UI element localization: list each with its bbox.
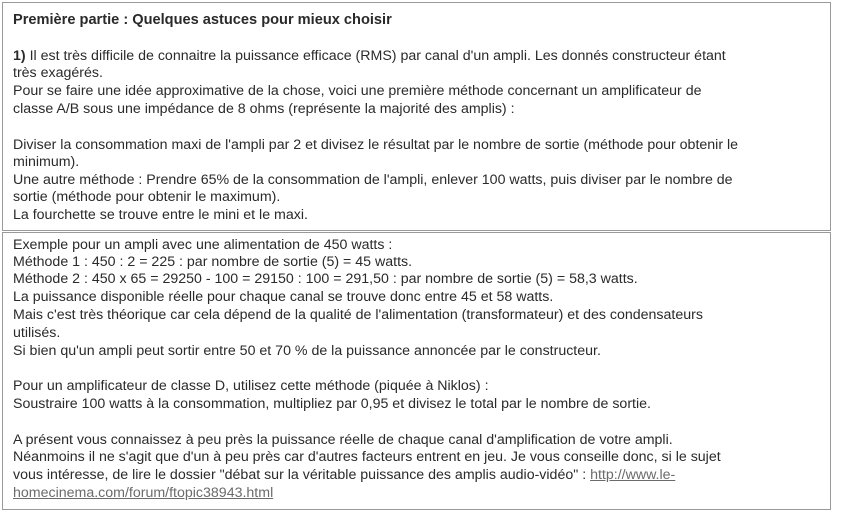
paragraph-line: Si bien qu'un ampli peut sortir entre 50 et 70 % de la puissance annoncée par le constructeur. xyxy=(13,343,601,359)
tips-section-box xyxy=(2,2,831,231)
paragraph-line: Pour se faire une idée approximative de la chose, voici une première méthode concernant un amplificateur de xyxy=(13,83,702,99)
paragraph-line xyxy=(13,485,273,502)
paragraph-line: minimum). xyxy=(13,154,80,170)
section-title: Première partie : Quelques astuces pour mieux choisir xyxy=(13,12,392,28)
example-section-box xyxy=(2,232,831,510)
paragraph-line: Diviser la consommation maxi de l'ampli par 2 et divisez le résultat par le nombre de sortie (méthode pour obtenir le xyxy=(13,137,739,153)
paragraph-line: très exagérés. xyxy=(13,65,103,81)
paragraph-text: Il est très difficile de connaitre la puissance efficace (RMS) par canal d'un ampli. Les donnés constructeur étant xyxy=(25,48,726,64)
paragraph-line: Méthode 2 : 450 x 65 = 29250 - 100 = 29150 : 100 = 291,50 : par nombre de sortie (5) = 58,3 watts. xyxy=(13,271,638,287)
paragraph-line: Une autre méthode : Prendre 65% de la consommation de l'ampli, enlever 100 watts, puis diviser par le nombre de xyxy=(13,172,733,188)
paragraph-line: Pour un amplificateur de classe D, utilisez cette méthode (piquée à Niklos) : xyxy=(13,378,489,394)
paragraph-line: utilisés. xyxy=(13,325,61,341)
paragraph-line xyxy=(13,467,675,484)
paragraph-line: Méthode 1 : 450 : 2 = 225 : par nombre de sortie (5) = 45 watts. xyxy=(13,254,413,270)
paragraph-line: sortie (méthode pour obtenir le maximum). xyxy=(13,189,281,205)
paragraph-line: Exemple pour un ampli avec une alimentation de 450 watts : xyxy=(13,237,393,253)
paragraph-line: Néanmoins il ne s'agit que d'un à peu près car d'autres facteurs entrent en jeu. Je vous conseille donc, si le sujet xyxy=(13,449,721,465)
paragraph-line: A présent vous connaissez à peu près la puissance réelle de chaque canal d'amplification de votre ampli. xyxy=(13,432,673,448)
item-number: 1) xyxy=(13,48,26,64)
paragraph-text: vous intéresse, de lire le dossier "débat sur la véritable puissance des amplis audio-vidéo" : xyxy=(13,467,591,483)
paragraph-line: La fourchette se trouve entre le mini et le maxi. xyxy=(13,207,308,223)
paragraph-line xyxy=(13,48,726,65)
forum-link-continued[interactable]: homecinema.com/forum/ftopic38943.html xyxy=(13,485,274,501)
paragraph-line: Soustraire 100 watts à la consommation, multipliez par 0,95 et divisez le total par le nombre de sortie. xyxy=(13,396,651,412)
paragraph-line: classe A/B sous une impédance de 8 ohms (représente la majorité des amplis) : xyxy=(13,101,515,117)
paragraph-line: Mais c'est très théorique car cela dépend de la qualité de l'alimentation (transformateur) et des condensateurs xyxy=(13,307,703,323)
forum-link[interactable]: http://www.le- xyxy=(590,467,676,483)
paragraph-line: La puissance disponible réelle pour chaque canal se trouve donc entre 45 et 58 watts. xyxy=(13,289,554,305)
